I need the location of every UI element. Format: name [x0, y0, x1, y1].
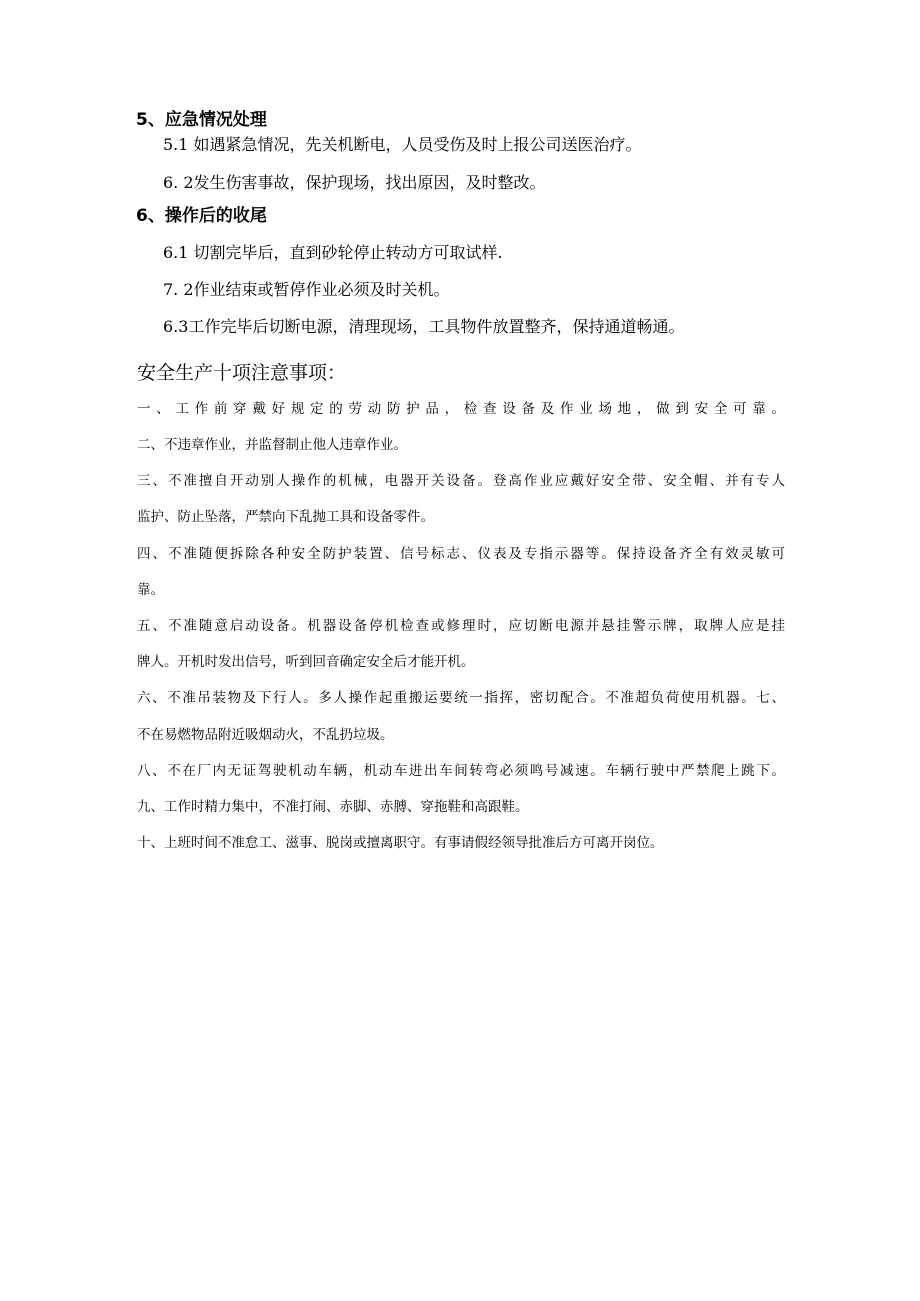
aftercare-item-2: 7. 2作业结束或暂停作业必须及时关机。	[163, 280, 450, 299]
aftercare-item-1: 6.1 切割完毕后，直到砂轮停止转动方可取试样.	[163, 243, 503, 262]
safety-rule-line: 监护、防止坠落，严禁向下乱抛工具和设备零件。	[137, 509, 434, 525]
section-heading-emergency: 5、应急情况处理	[136, 110, 267, 130]
safety-title: 安全生产十项注意事项：	[137, 362, 347, 384]
safety-rule-line: 牌人。开机时发出信号，听到回音确定安全后才能开机。	[137, 654, 475, 670]
safety-rule-line: 九、工作时精力集中，不准打闹、赤脚、赤膊、穿拖鞋和高跟鞋。	[137, 799, 529, 815]
safety-rule-line: 不在易燃物品附近吸烟动火，不乱扔垃圾。	[137, 727, 394, 743]
safety-rule-line: 三、不准擅自开动别人操作的机械，电器开关设备。登高作业应戴好安全带、安全帽、并有专人	[137, 473, 785, 489]
safety-rule-line: 十、上班时间不准怠工、滋事、脱岗或擅离职守。有事请假经领导批准后方可离开岗位。	[137, 835, 664, 851]
aftercare-item-3: 6.3工作完毕后切断电源，清理现场，工具物件放置整齐，保持通道畅通。	[163, 317, 685, 336]
safety-rule-line: 靠。	[137, 582, 164, 598]
safety-rule-line: 八、不在厂内无证驾驶机动车辆，机动车进出车间转弯必须鸣号减速。车辆行驶中严禁爬上跳下。	[137, 763, 785, 779]
safety-rule-line: 一、工作前穿戴好规定的劳动防护品，检查设备及作业场地，做到安全可靠。	[137, 401, 785, 417]
safety-rule-line: 五、不准随意启动设备。机器设备停机检查或修理时，应切断电源并悬挂警示牌，取牌人应是挂	[137, 618, 785, 634]
section-heading-aftercare: 6、操作后的收尾	[136, 206, 267, 226]
emergency-item-2: 6. 2发生伤害事故，保护现场，找出原因，及时整改。	[163, 173, 546, 192]
emergency-item-1: 5.1 如遇紧急情况，先关机断电，人员受伤及时上报公司送医治疗。	[163, 135, 642, 154]
safety-rule-line: 二、不违章作业，并监督制止他人违章作业。	[137, 437, 407, 453]
safety-rule-line: 四、不准随便拆除各种安全防护装置、信号标志、仪表及专指示器等。保持设备齐全有效灵敏可	[137, 546, 785, 562]
safety-rule-line: 六、不准吊装物及下行人。多人操作起重搬运要统一指挥，密切配合。不准超负荷使用机器。七、	[137, 690, 785, 706]
